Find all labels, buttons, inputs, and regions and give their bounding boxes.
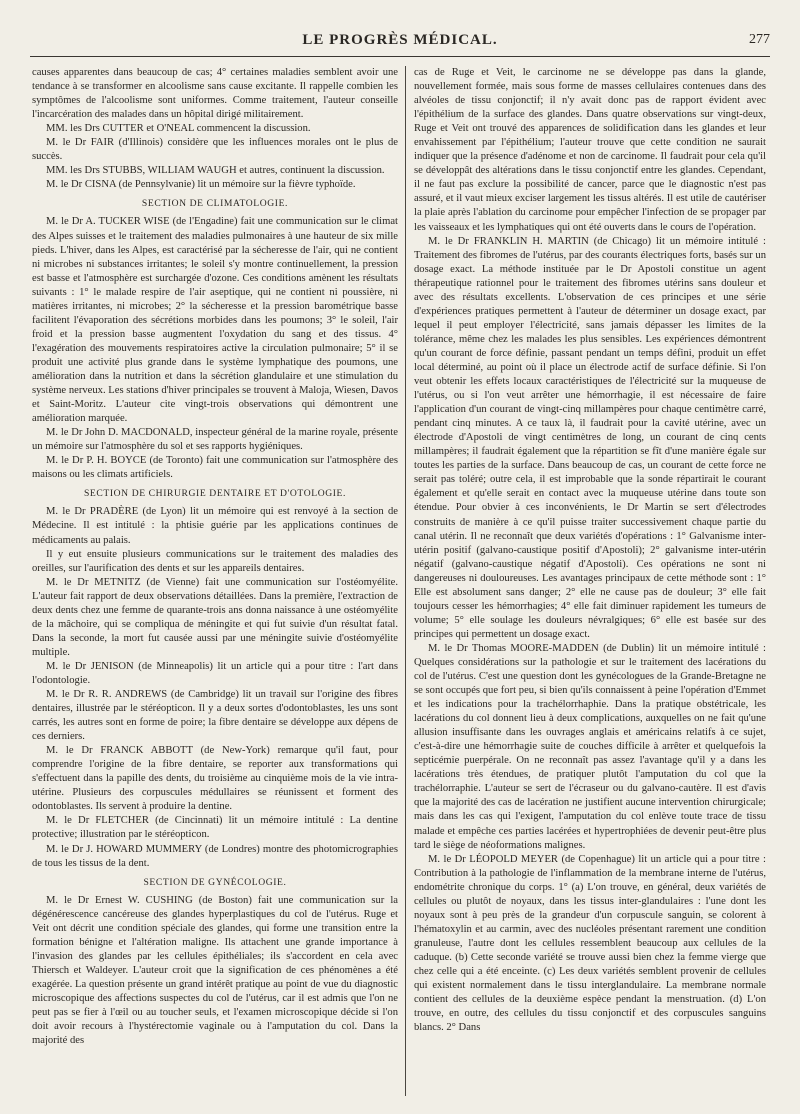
paragraph: M. le Dr FAIR (d'Illinois) considère que les influences morales ont le plus de succès. <box>32 137 398 163</box>
paragraph: M. le Dr R. R. ANDREWS (de Cambridge) lit un travail sur l'origine des fibres dentaires, illustrée par le stéréopticon. Il y a deux sortes d'odontoblastes, les uns sont carrés, les autres sont en forme de poire; la fibre dentaire se développe aux dépens de ces derniers. <box>32 689 398 743</box>
paragraph: M. le Dr FLETCHER (de Cincinnati) lit un mémoire intitulé : La dentine protective; illustration par le stéréopticon. <box>32 815 398 841</box>
running-head <box>30 28 770 57</box>
paragraph: M. le Dr J. HOWARD MUMMERY (de Londres) montre des photomicrographies de tous les tissus de la dent. <box>32 843 398 869</box>
right-column <box>414 66 766 1096</box>
section-heading-gynecologie: SECTION DE GYNÉCOLOGIE. <box>143 876 287 888</box>
paragraph: MM. les Drs STUBBS, WILLIAM WAUGH et autres, continuent la discussion. <box>46 165 385 177</box>
paragraph: M. le Dr FRANKLIN H. MARTIN (de Chicago) lit un mémoire intitulé : Traitement des fibromes de l'utérus, par des courants électriques forts, basés sur un dosage exact. La méthode instituée par le Dr Apostoli constitue un agent thérapeutique rationnel pour le traitement des fibromes utérins sans douleur et avec des résultats excellents. L'observation de ces principes et une série d'expériences pratiques permettent à l'auteur de déterminer un dosage exact, par lequel il peut employer l'électricité, sans jamais dépasser les limites de la tolérance, même chez les malades les plus sensibles. Les expériences démontrent qu'un courant de force définie, passant pendant un temps défini, produit un effet local déterminé, au point où il place un électrode actif de surface définie. Si l'on veut obtenir les effets locaux caractéristiques de l'électricité sur la muqueuse de l'utérus, ou si l'on veut arrêter une hémorrhagie, il est nécessaire de faire l'application d'un courant de vingt-cinq millampères pour chaque centimètre carré, pendant cinq minutes. A ce taux là, il faudrait pour la cavité utérine, avec un électrode d'Apostoli de vingt centimètres de long, un courant de cinq cents millampères; il faudrait également que la répartition se fît d'une manière égale sur toutes les parties de la surface. Dans beaucoup de cas, un courant de cette force ne serait pas toléré; outre cela, il est improbable que la sonde répartirait le courant également et qu'elle serait en contact avec la muqueuse utérine dans toute son étendue. Pour obvier à ces inconvénients, le Dr Martin se sert d'électrodes construits de manière à ce qu'il puisse traiter successivement chaque partie du canal utérin. Il ne reconnaît que deux variétés d'opérations : 1° Galvanisme inter-utérin positif (galvano-caustique positif d'Apostoli); 2° galvanisme inter-utérin négatif (galvano-caustique négatif d'Apostoli). Ces opérations ne sont ni dangereuses ni douloureuses. Les avantages principaux de cette méthode sont : 1° Elle est absolument sans danger; 2° elle ne cause pas de douleur; 3° elle fait toujours cesser les hémorrhagies; 4° elle fait diminuer rapidement les tumeurs de volume; 5° elle soulage les douleurs névralgiques; 6° elle est basée sur des principes qui permettent un dosage exact. <box>414 235 766 640</box>
journal-title: LE PROGRÈS MÉDICAL. <box>302 32 498 48</box>
section-heading-chirurgie-dentaire: SECTION DE CHIRURGIE DENTAIRE ET D'OTOLOGIE. <box>83 488 347 500</box>
column-divider <box>405 66 406 1096</box>
paragraph: M. le Dr METNITZ (de Vienne) fait une communication sur l'ostéomyélite. L'auteur fait rapport de deux observations détaillées. Dans la première, l'extraction de deux dents chez une femme de quarante-trois ans donna naissance à une ostéomyélite de la mâchoire, qui se compliqua de méningite et qui fut suivie d'un résultat fatal. Dans la seconde, la mort fut causée aussi par une méningite suivie d'ostéomyélite multiple. <box>32 576 398 658</box>
paragraph: M. le Dr A. TUCKER WISE (de l'Engadine) fait une communication sur le climat des Alpes suisses et le traitement des maladies pulmonaires à une hauteur de six mille pieds. L'hiver, dans les Alpes, est caractérisé par la sécheresse de l'air, qui ne contient ni microbes ni substances irritantes; le soleil s'y montre continuellement, la pression est basse et l'atmosphère est surchargée d'ozone. Ces conditions amènent les résultats suivants : 1° le malade respire de l'air aseptique, qui ne contient ni poussière, ni matières irritantes, ni microbes; 2° la sécheresse et la pression barométrique basse facilitent l'évaporation des sécrétions morbides dans les poumons; 3° le soleil, l'air froid et la pression basse augmentent l'oxydation du sang et des tissus. 4° l'exagération des mouvements respiratoires active la circulation pulmonaire; 5° il se produit une activité plus grande dans le système lymphatique des poumons, une amélioration dans la nutrition et dans la sécrétion glandulaire et une stimulation du système nerveux. Les stations d'hiver principales se trouvent à Maloja, Wiesen, Davos et Saint-Moritz. L'auteur cite vingt-trois observations qui démontrent une amélioration marquée. <box>32 216 398 425</box>
paragraph: M. le Dr JENISON (de Minneapolis) lit un article qui a pour titre : l'art dans l'odontologie. <box>32 660 398 686</box>
left-column <box>32 66 398 1096</box>
paragraph: MM. les Drs CUTTER et O'NEAL commencent la discussion. <box>46 123 311 135</box>
paragraph: M. le Dr PRADÈRE (de Lyon) lit un mémoire qui est renvoyé à la section de Médecine. Il est intitulé : la phtisie guérie par les applications continues de médicaments au palais. <box>32 506 398 546</box>
page-number: 277 <box>749 32 770 47</box>
paragraph: M. le Dr Ernest W. CUSHING (de Boston) fait une communication sur la dégénérescence cancéreuse des glandes hyperplastiques du col de l'utérus. Ruge et Veit ont décrit une condition spéciale des glandes, qui forme une transition entre la formation bénigne et l'altération maligne. Ils attachent une grande importance à l'invasion des glandes par les cellules épithéliales; ils s'accordent en cela avec Thiersch et Waldeyer. L'auteur croit que la signification de ces phénomènes a été exagérée. La question présente un grand intérêt pratique au point de vue du diagnostic microscopique des affections suspectes du col de l'utérus, car il est admis que l'on ne peut pas se fier à l'œil ou au toucher seuls, et l'examen microscopique décide si l'on doit avoir recours à l'hystérectomie vaginale ou à l'amputation du col. Dans la majorité des <box>32 894 398 1047</box>
paragraph: Il y eut ensuite plusieurs communications sur le traitement des maladies des oreilles, sur l'aurification des dents et sur les appareils dentaires. <box>32 548 398 574</box>
paragraph: M. le Dr John D. MACDONALD, inspecteur général de la marine royale, présente un mémoire sur l'atmosphère du sol et ses rapports hygiéniques. <box>32 427 398 453</box>
paragraph: causes apparentes dans beaucoup de cas; 4° certaines maladies semblent avoir une tendance à se transformer en alcoolisme sans cause excitante. Il rappelle combien les symptômes de l'alcoolisme sont uniformes. Comme traitement, l'auteur conseille l'incarcération des malades dans un hôpital dirigé militairement. <box>32 67 398 121</box>
paragraph: M. le Dr Thomas MOORE-MADDEN (de Dublin) lit un mémoire intitulé : Quelques considérations sur la pathologie et sur le traitement des lacérations du col de l'utérus. C'est une question dont les gynécologues de la Grande-Bretagne ne se sont occupés que fort peu, si bien qu'ils connaissent à peine l'opération d'Emmet et les indications pour la trachélorrhaphie. Dans la pratique obstétricale, les lacérations du col donnent lieu à deux complications, auxquelles on ne fait qu'une allusion insuffisante dans les ouvrages anglais et américains relatifs à ce sujet, c'est-à-dire une hémorrhagie suite de couches difficile à arrêter et quelquefois la septicémie puerpérale. On ne reconnaît pas assez l'avantage qu'il y a dans les lacérations très étendues, de pratiquer plutôt l'amputation du col que la trachélorraphie. L'auteur se sert de l'écraseur ou du galvano-cautère. Il est d'avis que la majorité des cas de lacération ne justifient aucune intervention chirurgicale; mais dans les cas qui l'exigent, l'amputation du col enlève toute trace de tissu malade et empêche ces parties lacérées et hypertrophiées de devenir peut-être plus tard le siège de néoformations malignes. <box>414 642 766 851</box>
section-heading-climatologie: SECTION DE CLIMATOLOGIE. <box>141 198 289 210</box>
paragraph: M. le Dr LÉOPOLD MEYER (de Copenhague) lit un article qui a pour titre : Contribution à la pathologie de l'inflammation de la membrane interne de l'utérus, endométrite chronique du corps. 1° (a) L'on trouve, en général, deux variétés de cellules ou plutôt de noyaux, dans les tissus inter-glandulaires : l'une dont les noyaux sont à peu près de la grandeur d'un corpuscule sanguin, se colorent à l'hématoxylin et au carmin, avec des nucléoles présentant rarement une condition granuleuse, l'autre dont les cellules ressemblent beaucoup aux cellules de la caduque. (b) Cette seconde variété se trouve aussi bien chez la femme vierge que chez celle qui a été enceinte. (c) Les deux variétés semblent provenir de cellules qui existent normalement dans le tissu interglandulaire. La membrane normale contient des cellules de la deuxième espèce pendant la menstruation. (d) L'on trouve, en outre, des cellules du tissu conjonctif et des corpuscules sanguins blancs. 2° Dans <box>414 853 766 1034</box>
paragraph: cas de Ruge et Veit, le carcinome ne se développe pas dans la glande, nouvellement formée, mais sous forme de masses cellulaires contenues dans des alvéoles de tissu conjonctif; il n'y avait donc pas de rapport évident avec l'épithélium de la surface des glandes. Dans quatre observations sur vingt-deux, Ruge et Veit ont trouvé des apparences de solidification dans les glandes et leur envahissement par l'épithélium; l'auteur trouve que cette condition ne saurait indiquer que la présence d'adénome et non de carcinome. Il faudrait pour cela qu'il se développât des altérations dans le tissu conjonctif entre les glandes. Cependant, il ne faut pas exclure la possibilité de cancer, parce que le diagnostic n'est pas assuré, et il vaut mieux exciser largement les tissus altérés. Il est utile de cautériser la plaie après l'ablation du carcinome pour empêcher l'infection de se propager par les vaisseaux et les lymphatiques qui ont été ouverts dans le cours de l'opération. <box>414 67 766 233</box>
paragraph: M. le Dr P. H. BOYCE (de Toronto) fait une communication sur l'atmosphère des maisons ou les climats artificiels. <box>32 455 398 481</box>
paragraph: M. le Dr CISNA (de Pennsylvanie) lit un mémoire sur la fièvre typhoïde. <box>46 179 356 191</box>
paragraph: M. le Dr FRANCK ABBOTT (de New-York) remarque qu'il faut, pour comprendre l'origine de la fibre dentaire, se reporter aux transformations qui s'effectuent dans la papille des dents, du troisième au cinquième mois de la vie intra-utérine. Plusieurs des corpuscules médullaires se réunissent et forment des odontoblastes. Ils servent à produire la dentine. <box>32 745 398 813</box>
